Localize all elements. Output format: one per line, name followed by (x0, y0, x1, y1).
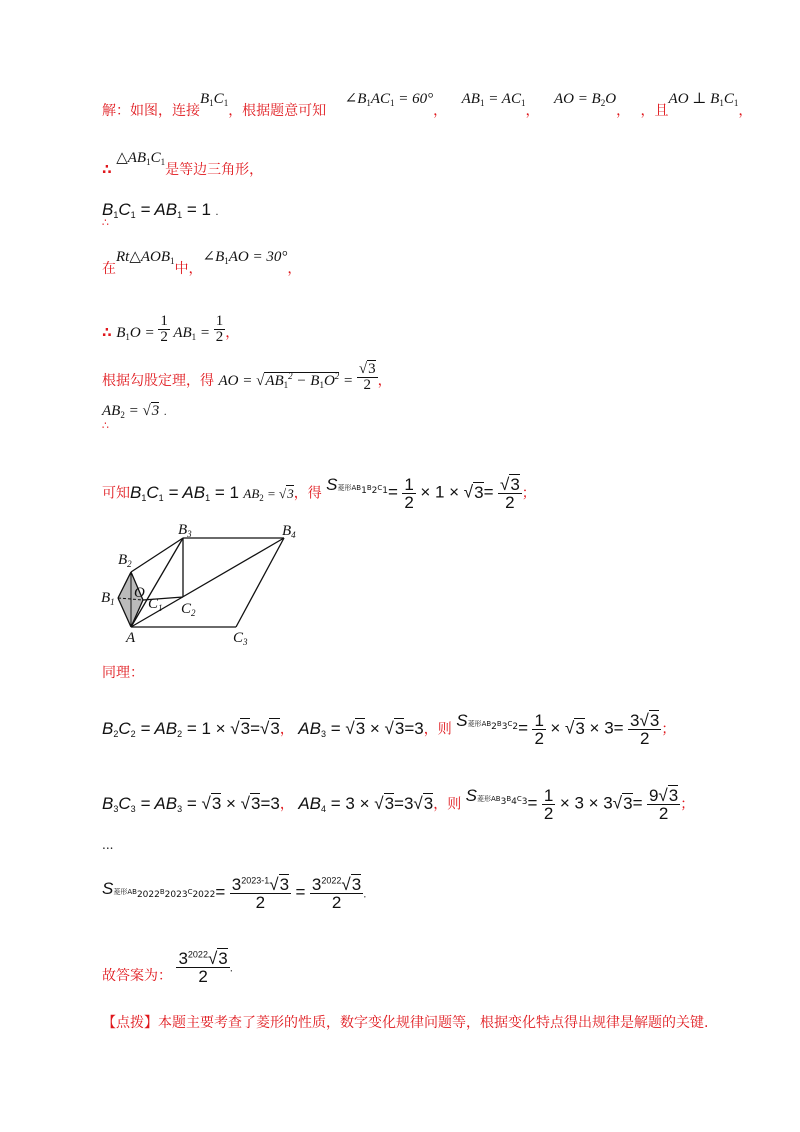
tip-line (102, 1016, 708, 1030)
math-ao-perp: AO ⊥ $B_1C_1$ (668, 91, 739, 108)
math-area-1: S菱形$AB_1B_2C_1$ (326, 474, 388, 496)
math-b2c2: $B_2C_2 = AB_2 = 1 \times √3=√3$ (102, 718, 280, 739)
sqrt-3: 3 (368, 361, 376, 377)
label-b4: $B_4$ (282, 523, 296, 540)
math-angle-b1ac1: $\angle B_1AC_1 = 60^\circ$ (344, 91, 434, 108)
text-answer: 故答案为： (102, 967, 172, 984)
text-zhong: 中， (174, 261, 203, 277)
solution-line-7: $AB_2 = √3$ ∴ . (102, 403, 167, 432)
math-b3c3: $B_3C_3 = AB_3 = √3 \times √3=3$ (102, 793, 280, 814)
math-area-general: S菱形$AB_{2022}B_{2023}C_{2022}$ (102, 878, 216, 900)
ellipsis-line (102, 838, 113, 852)
math-ab1-ac1: $AB_1 = AC_1$ (461, 91, 526, 108)
math-b1c1-eq-ab1: $B_1C_1 = AB_1 = 1$ (102, 200, 211, 220)
math-angle-b1ao: $\angle B_1AO = 30^\circ$ (202, 249, 288, 266)
ellipsis: ... (102, 838, 114, 852)
math-ao-b2o: AO = $B_2O$ (553, 91, 617, 108)
math-ab2-sqrt3-b: $AB_2 = √3$ (243, 485, 294, 503)
label-b3: $B_3$ (178, 522, 192, 539)
eq-ac: = AC (488, 91, 521, 107)
text-according: ，根据题意可知 (228, 103, 327, 119)
math-b1c1: $B_1C_1$ (200, 91, 229, 108)
perp-b1c1: ⊥ B (692, 91, 720, 107)
text-same-reason: 同理： (102, 665, 144, 681)
solution-line-3: $B_1C_1 = AB_1 = 1$ ∴ . (102, 200, 219, 229)
math-b1c1-ab1-1: $B_1C_1 = AB_1 = 1$ (130, 482, 239, 503)
solution-line-b3c3: $B_3C_3 = AB_3 = √3 \times √3=3$， $AB_4 = 3 \times √3=3√3$，则 S菱形$AB_3B_4C_3=$ $\frac{1}{2}$ × 3 × 3√3= $\frac{9√3}{2}$ ； (102, 785, 695, 823)
solution-line-5: ∴ $B_1O$ = $\frac{1}{2}$ $AB_1$ = $\frac{1}{2}$ ， (102, 313, 240, 345)
rhombus-figure (98, 522, 298, 652)
text-then: ，则 (423, 721, 452, 738)
exp-2022: 2022 (321, 875, 342, 886)
therefore-symbol: ∴ (102, 216, 109, 229)
label-b1: $B_1$ (101, 590, 115, 607)
math-area-3: S菱形$AB_3B_4C_3$ (465, 785, 528, 807)
solution-line-1: 解：如图，连接$B_1C_1$，根据题意可知 $\angle B_1AC_1 = 60^\circ$， $AB_1 = AC_1$， AO = $B_2O$， ，且AO ⊥ $B_1C_1$， (102, 91, 753, 119)
eq-1: = 1 (186, 200, 211, 219)
text-get: ，得 (293, 485, 322, 502)
math-rt-aob1: $Rt\triangle AOB_1$ (116, 249, 175, 266)
angle-30: = 30° (252, 249, 288, 265)
math-area-2: S菱形$AB_2B_3C_2$ (456, 710, 519, 732)
same-reason-line (102, 666, 144, 680)
label-a: A (126, 630, 136, 646)
math-answer: $\frac{3^{2022}√3}{2}$ (178, 949, 228, 986)
math-ab3: $AB_3 = √3 \times √3=3$ (298, 718, 424, 739)
math-ab2-sqrt3: $AB_2 = √3$ (102, 403, 160, 420)
solution-line-b2c2: $B_2C_2 = AB_2 = 1 \times √3=√3$， $AB_3 = √3 \times √3=3$，则 S菱形$AB_2B_3C_2=$ $\frac{1}{2}$ × √3 × 3= $\frac{3√3}{2}$ ； (102, 710, 676, 748)
label-c2: $C_2$ (181, 601, 196, 618)
text-then: ，则 (433, 796, 462, 813)
tip-text: 本题主要考查了菱形的性质，数字变化规律问题等，根据变化特点得出规律是解题的关键. (158, 1015, 709, 1031)
math-b1o-half: $B_1O$ = $\frac{1}{2}$ $AB_1$ = $\frac{1}{2}$ (116, 313, 224, 345)
text-in: 在 (102, 261, 116, 277)
therefore-symbol: ∴ (102, 324, 112, 341)
math-ab4: $AB_4 = 3 \times √3=3√3$ (298, 793, 434, 814)
math-triangle-ab1c1: $\triangle AB_1C_1$ (116, 150, 166, 167)
answer-line: 故答案为： $\frac{3^{2022}√3}{2}$ . (102, 949, 233, 986)
text-pythagorean: 根据勾股定理，得 (102, 372, 214, 389)
solution-line-2 (102, 150, 264, 179)
label-c1: $C_1$ (148, 596, 163, 613)
label-c3: $C_3$ (233, 630, 248, 647)
solution-line-general: S菱形$AB_{2022}B_{2023}C_{2022}=$ $\frac{3^{2023-1}√3}{2}$ = $\frac{3^{2022}√3}{2}$ . (102, 875, 367, 912)
solution-line-4: 在$Rt\triangle AOB_1$中，$\angle B_1AO = 30^\circ$， (102, 249, 302, 277)
eq-b2o: = B (577, 91, 601, 107)
therefore-symbol: ∴ (102, 162, 112, 178)
angle-60: = 60° (398, 91, 434, 107)
math-ao-sqrt: AO = $√AB_1^2 - B_1O^2$ = $\frac{√3}{2}$ (218, 361, 376, 393)
text-and: ，且 (640, 103, 669, 119)
solution-line-6: 根据勾股定理，得 AO = $√AB_1^2 - B_1O^2$ = $\frac{√3}{2}$ ， (102, 361, 392, 393)
therefore-symbol: ∴ (102, 419, 109, 432)
label-b2: $B_2$ (118, 552, 132, 569)
label-o: O (134, 585, 145, 601)
tip-tag: 【点拨】 (102, 1015, 158, 1031)
exp-2023-1: 2023-1 (241, 875, 270, 886)
text-solution-intro: 解：如图，连接 (102, 103, 200, 119)
text-knowing: 可知 (102, 485, 130, 502)
text-equilateral: 是等边三角形， (165, 162, 264, 178)
solution-line-8: 可知$B_1C_1 = AB_1 = 1$ $AB_2 = √3$，得 S菱形$AB_1B_2C_1=$ $\frac{1}{2}$ × 1 × √3= $\frac{√3}{2}$ ； (102, 474, 536, 512)
